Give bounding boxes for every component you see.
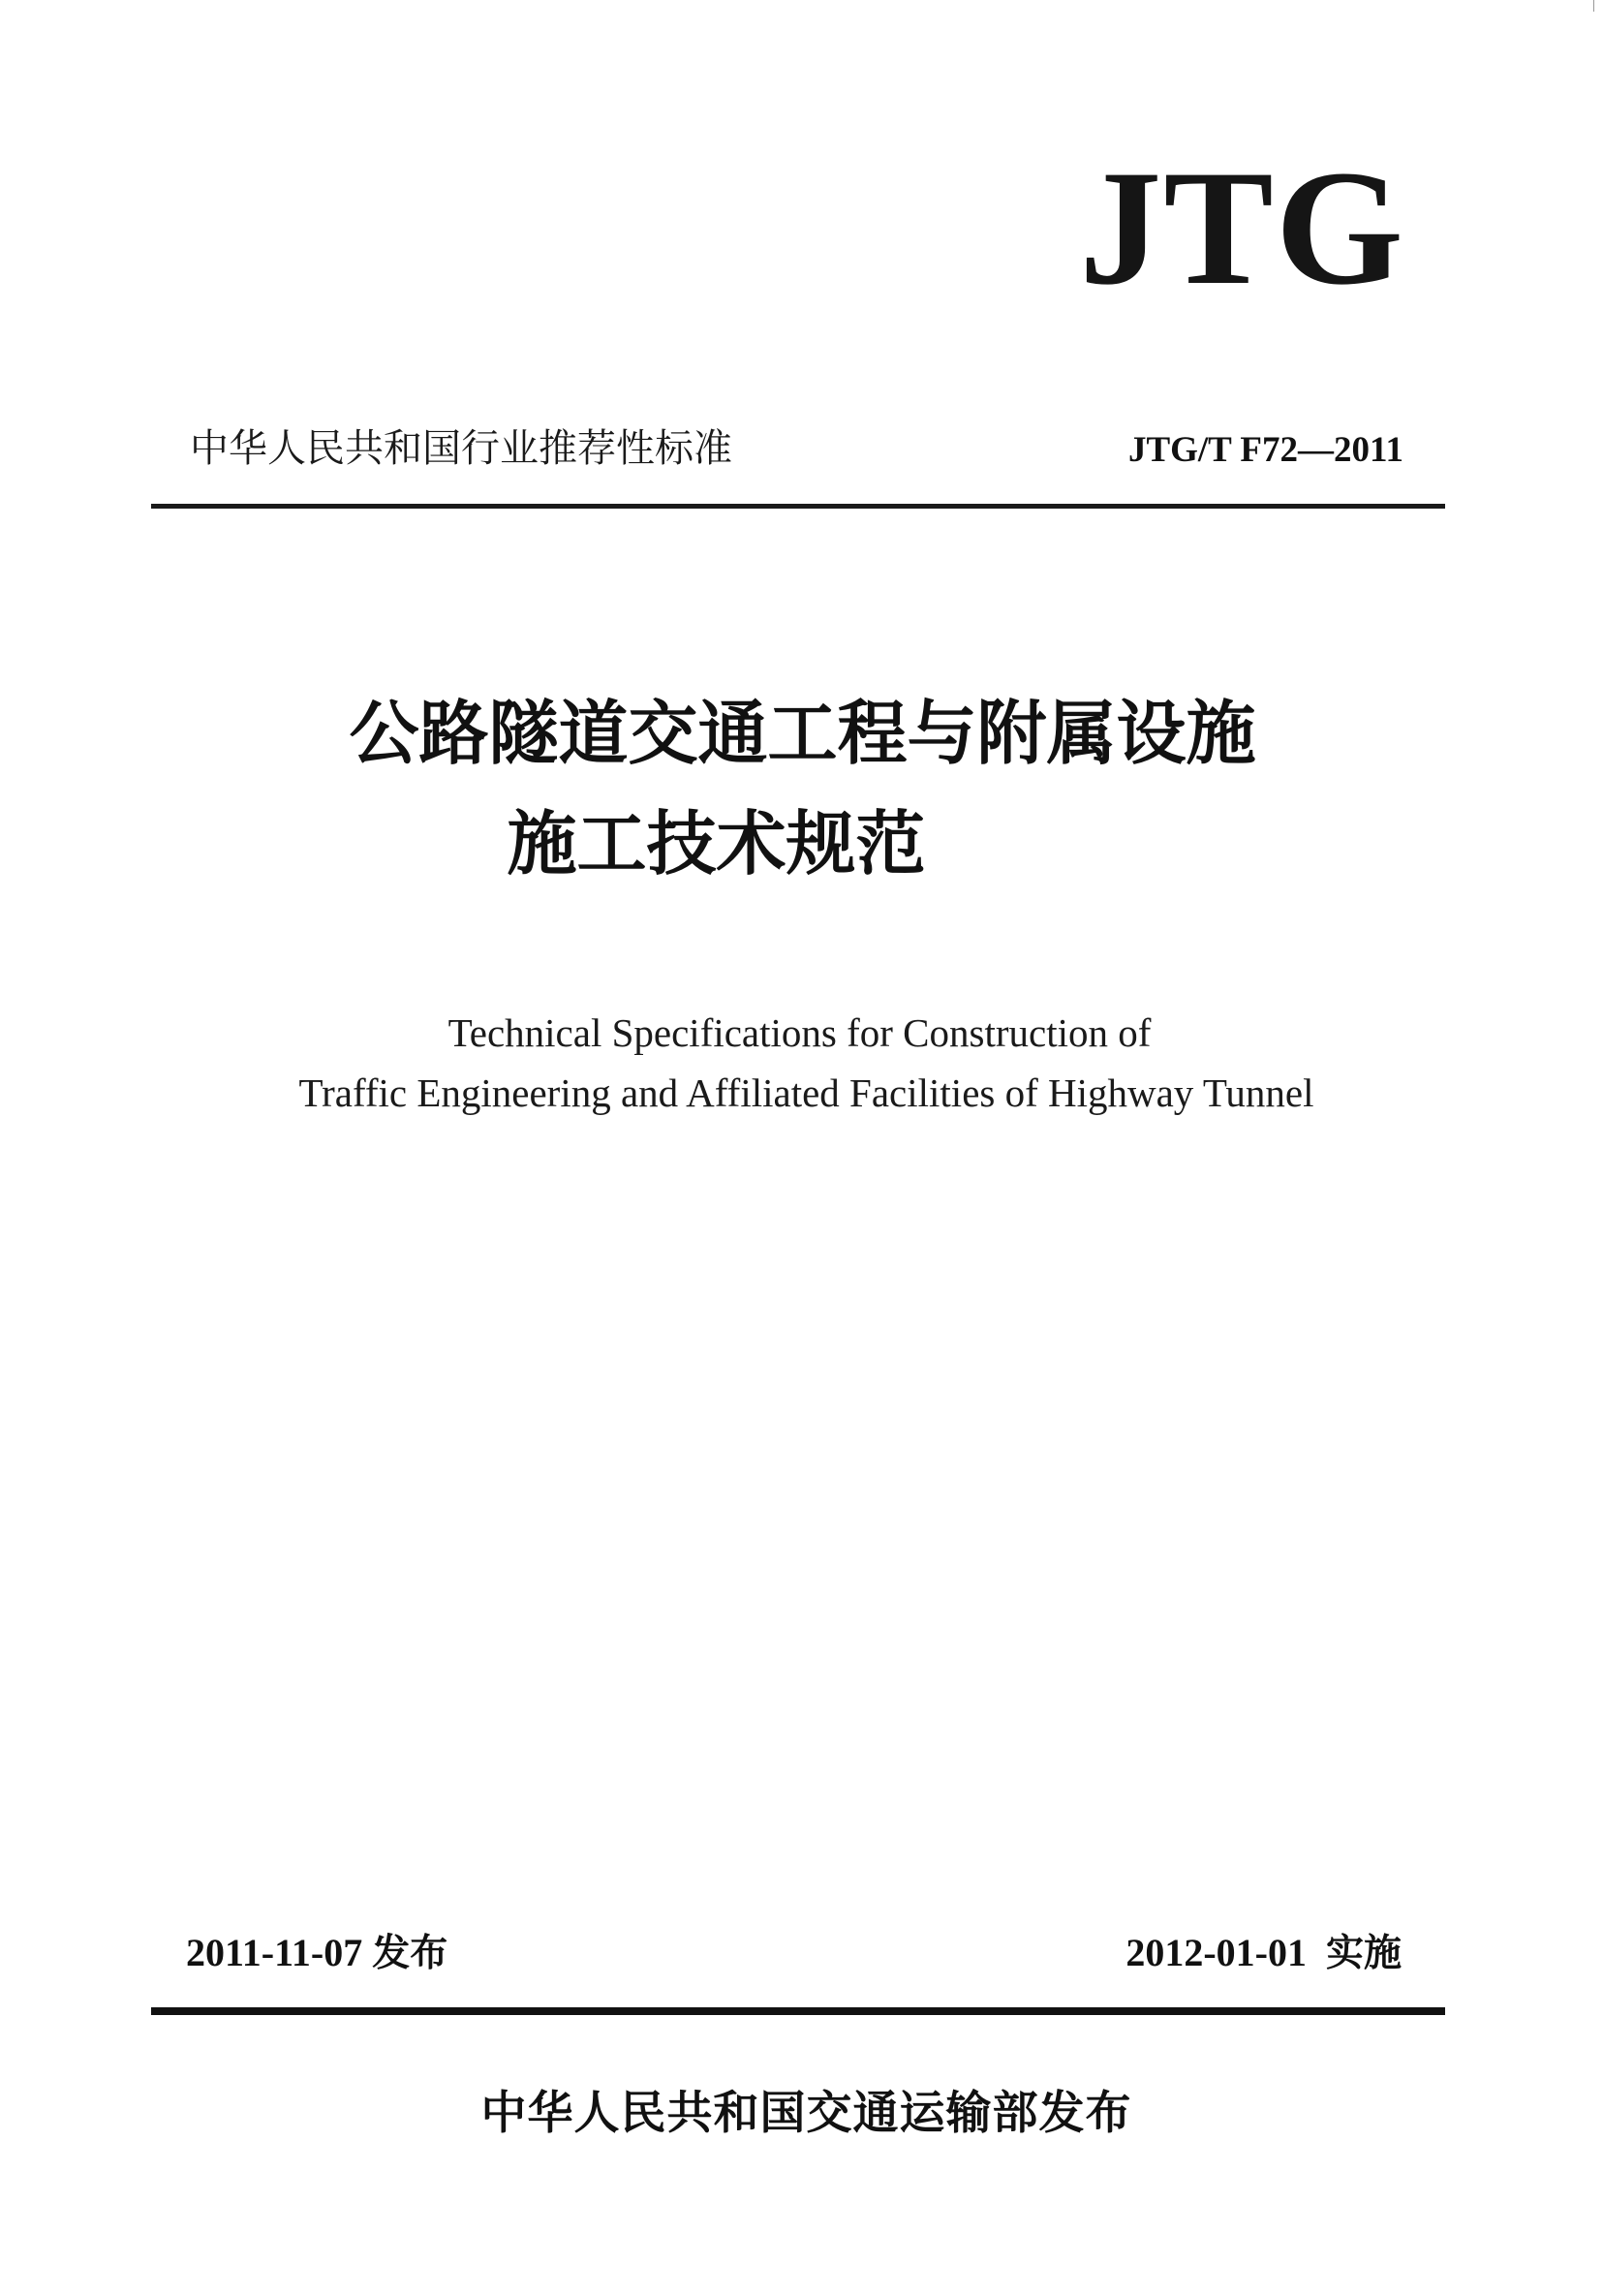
publisher: 中华人民共和国交通运输部发布 xyxy=(480,2087,1132,2140)
standard-category: 中华人民共和国行业推荐性标准 xyxy=(190,426,732,471)
implementation-date-block xyxy=(1125,1928,1402,1979)
english-title-line-2: Traffic Engineering and Affiliated Facilities of Highway Tunnel xyxy=(298,1070,1314,1115)
top-divider xyxy=(151,504,1445,509)
issue-date: 2011-11-07 xyxy=(186,1931,363,1974)
chinese-title xyxy=(0,678,1603,899)
bottom-divider xyxy=(151,2007,1445,2015)
issue-label: 发布 xyxy=(372,1932,448,1975)
chinese-title-line-2: 施工技术规范 xyxy=(507,803,926,884)
implementation-label: 实施 xyxy=(1325,1932,1402,1975)
issue-date-block xyxy=(186,1928,447,1979)
implementation-date: 2012-01-01 xyxy=(1125,1931,1307,1974)
standard-code: JTG/T F72—2011 xyxy=(1127,430,1403,470)
chinese-title-line-1: 公路隧道交通工程与附属设施 xyxy=(349,693,1256,774)
english-title-line-1: Technical Specifications for Construction of xyxy=(447,1010,1152,1055)
english-title xyxy=(0,1003,1603,1123)
crop-mark xyxy=(1593,0,1597,12)
jtg-logo: JTG xyxy=(1079,137,1405,319)
